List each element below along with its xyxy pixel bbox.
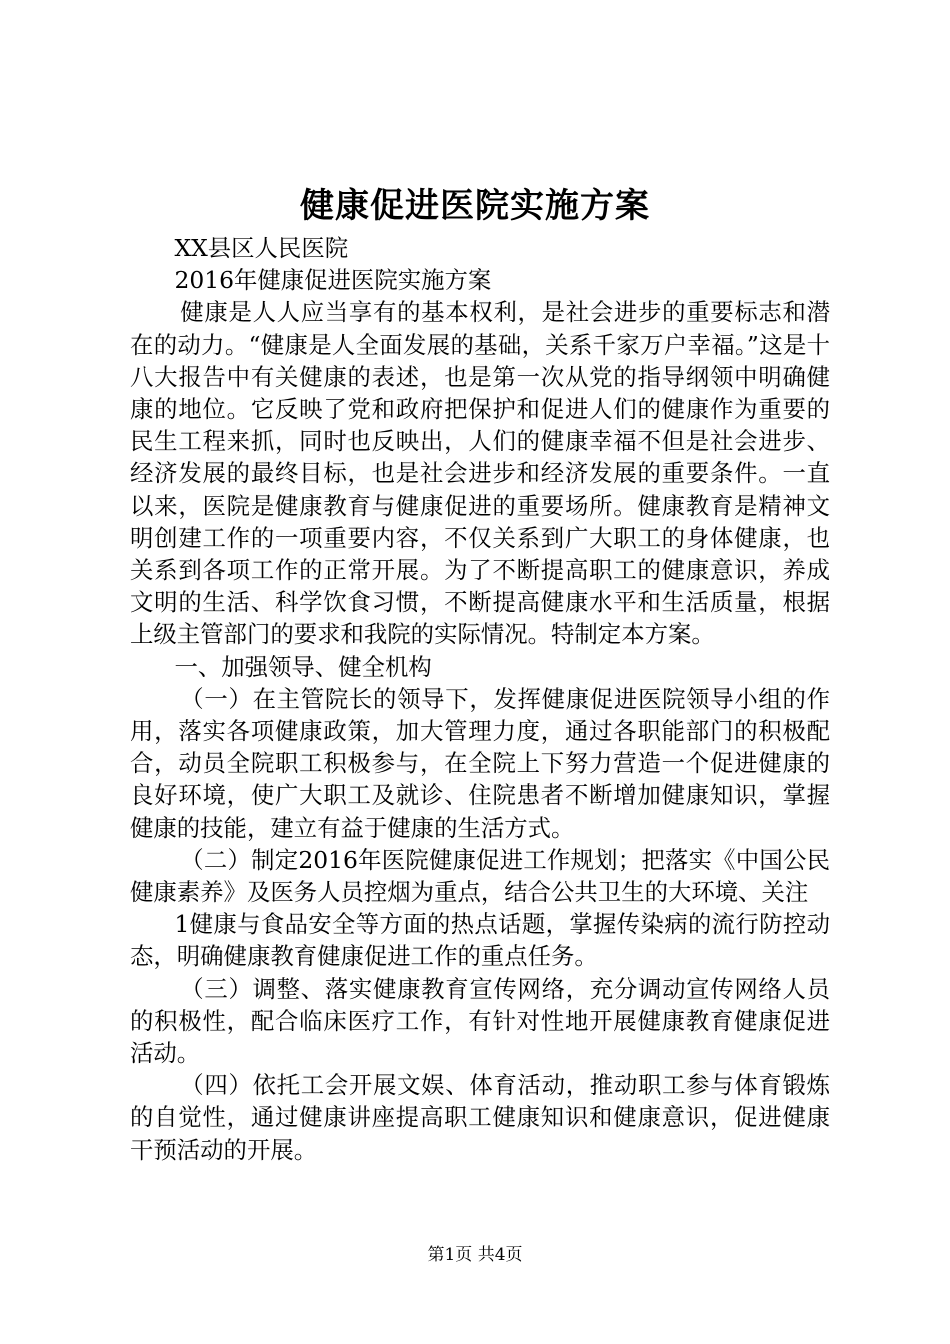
org-line: XX县区人民医院	[174, 234, 349, 262]
subtitle-line: 2016年健康促进医院实施方案	[174, 266, 492, 295]
paragraph-item-2-continued: 1健康与食品安全等方面的热点话题，掌握传染病的流行防控动态，明确健康教育健康促进工作的重点任务。	[130, 910, 830, 971]
paragraph-item-3: （三）调整、落实健康教育宣传网络，充分调动宣传网络人员的积极性，配合临床医疗工作，有针对性地开展健康教育健康促进活动。	[130, 974, 830, 1068]
paragraph-item-2: （二）制定2016年医院健康促进工作规划；把落实《中国公民健康素养》及医务人员控烟为重点，结合公共卫生的大环境、关注	[130, 845, 830, 907]
section-heading-1: 一、加强领导、健全机构	[174, 652, 432, 681]
document-title: 健康促进医院实施方案	[300, 186, 650, 226]
paragraph-intro: 健康是人人应当享有的基本权利，是社会进步的重要标志和潜在的动力。“健康是人全面发展的基础，关系千家万户幸福。”这是十八大报告中有关健康的表述，也是第一次从党的指导纲领中明确健康的地位。它反映了党和政府把保护和促进人们的健康作为重要的民生工程来抓，同时也反映出，人们的健康幸福不但是社会进步、经济发展的最终目标，也是社会进步和经济发展的重要条件。一直以来，医院是健康教育与健康促进的重要场所。健康教育是精神文明创建工作的一项重要内容，不仅关系到广大职工的身体健康，也关系到各项工作的正常开展。为了不断提高职工的健康意识，养成文明的生活、科学饮食习惯，不断提高健康水平和生活质量，根据上级主管部门的要求和我院的实际情况。特制定本方案。	[130, 298, 830, 649]
paragraph-item-1: （一）在主管院长的领导下，发挥健康促进医院领导小组的作用，落实各项健康政策，加大管理力度，通过各职能部门的积极配合，动员全院职工积极参与，在全院上下努力营造一个促进健康的良好环境，使广大职工及就诊、住院患者不断增加健康知识，掌握健康的技能，建立有益于健康的生活方式。	[130, 684, 830, 842]
paragraph-item-4: （四）依托工会开展文娱、体育活动，推动职工参与体育锻炼的自觉性，通过健康讲座提高职工健康知识和健康意识，促进健康干预活动的开展。	[130, 1071, 830, 1164]
page-footer: 第1页 共4页	[427, 1245, 523, 1265]
document-body	[130, 232, 830, 1166]
